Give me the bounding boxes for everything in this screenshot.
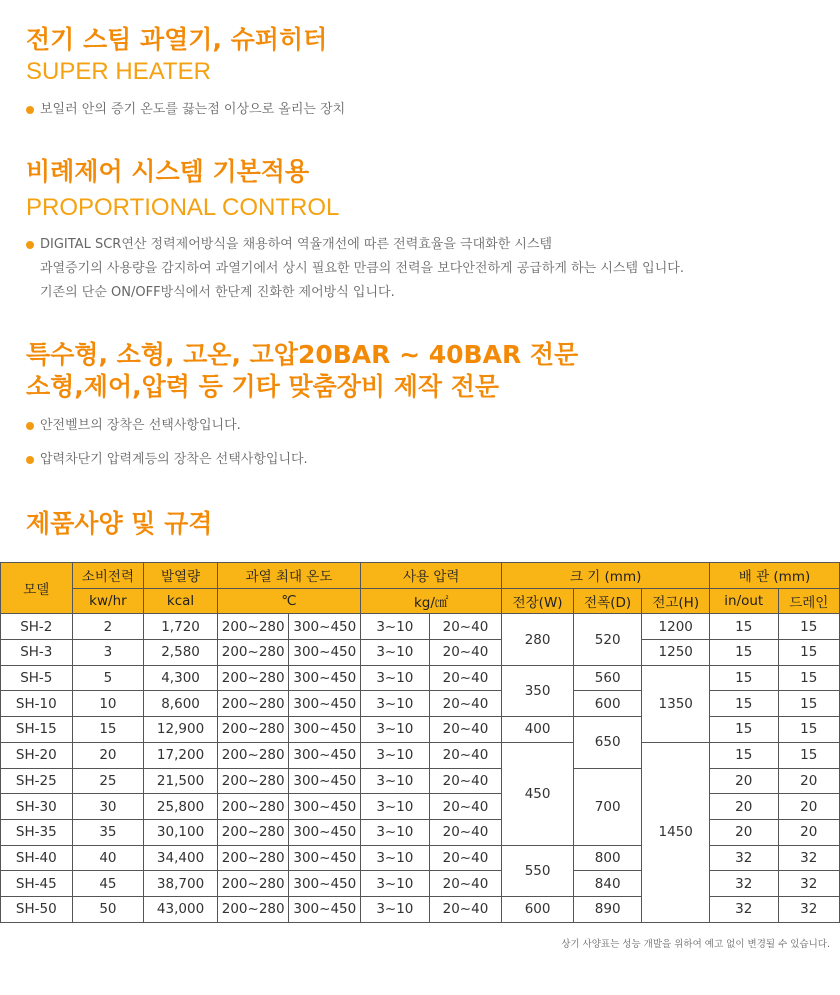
cell-temp-high: 300~450 (289, 794, 361, 820)
cell-inout: 15 (709, 742, 778, 768)
cell-pressure-high: 20~40 (429, 640, 502, 666)
cell-length: 450 (502, 742, 574, 845)
cell-heat: 21,500 (144, 768, 218, 794)
cell-width: 560 (573, 665, 642, 691)
header-inout: in/out (709, 588, 778, 614)
cell-pressure-low: 3~10 (361, 845, 430, 871)
cell-width: 650 (573, 717, 642, 768)
section-title-custom: 소형,제어,압력 등 기타 맞춤장비 제작 전문 (26, 372, 500, 401)
cell-inout: 32 (709, 871, 778, 897)
header-pressure: 사용 압력 (361, 563, 502, 589)
cell-temp-low: 200~280 (217, 794, 289, 820)
cell-drain: 15 (778, 665, 839, 691)
section-subtitle-superheater: SUPER HEATER (26, 58, 211, 85)
cell-temp-low: 200~280 (217, 871, 289, 897)
cell-width: 800 (573, 845, 642, 871)
cell-drain: 32 (778, 845, 839, 871)
cell-inout: 15 (709, 640, 778, 666)
cell-temp-high: 300~450 (289, 665, 361, 691)
cell-temp-high: 300~450 (289, 819, 361, 845)
cell-drain: 15 (778, 614, 839, 640)
cell-width: 600 (573, 691, 642, 717)
cell-temp-low: 200~280 (217, 665, 289, 691)
spec-table-body (1, 563, 840, 923)
bullet-dot-icon (26, 241, 34, 249)
header-width: 전폭(D) (573, 588, 642, 614)
cell-inout: 20 (709, 819, 778, 845)
bullet-dot-icon (26, 106, 34, 114)
cell-temp-high: 300~450 (289, 640, 361, 666)
cell-temp-low: 200~280 (217, 845, 289, 871)
cell-pressure-low: 3~10 (361, 742, 430, 768)
cell-inout: 15 (709, 717, 778, 743)
cell-pressure-high: 20~40 (429, 691, 502, 717)
cell-drain: 15 (778, 691, 839, 717)
cell-model: SH-2 (1, 614, 73, 640)
section-title-special: 특수형, 소형, 고온, 고압20BAR ~ 40BAR 전문 (26, 340, 579, 369)
bullet-list-proportional (26, 233, 684, 305)
cell-width: 890 (573, 896, 642, 922)
cell-temp-low: 200~280 (217, 742, 289, 768)
spec-table (0, 562, 840, 923)
cell-model: SH-45 (1, 871, 73, 897)
table-row (1, 819, 840, 845)
cell-length: 400 (502, 717, 574, 743)
section-subtitle-proportional: PROPORTIONAL CONTROL (26, 194, 340, 221)
cell-drain: 32 (778, 871, 839, 897)
cell-temp-high: 300~450 (289, 871, 361, 897)
cell-length: 350 (502, 665, 574, 716)
cell-power: 10 (72, 691, 144, 717)
cell-power: 50 (72, 896, 144, 922)
cell-pressure-high: 20~40 (429, 665, 502, 691)
cell-power: 20 (72, 742, 144, 768)
cell-model: SH-35 (1, 819, 73, 845)
cell-pressure-low: 3~10 (361, 768, 430, 794)
cell-inout: 20 (709, 768, 778, 794)
cell-temp-low: 200~280 (217, 717, 289, 743)
cell-heat: 38,700 (144, 871, 218, 897)
header-drain: 드레인 (778, 588, 839, 614)
header-power-unit: kw/hr (72, 588, 144, 614)
table-row (1, 768, 840, 794)
table-row (1, 871, 840, 897)
cell-height: 1250 (642, 640, 710, 666)
cell-inout: 32 (709, 896, 778, 922)
cell-model: SH-15 (1, 717, 73, 743)
cell-pressure-low: 3~10 (361, 871, 430, 897)
cell-inout: 32 (709, 845, 778, 871)
cell-model: SH-25 (1, 768, 73, 794)
header-model: 모델 (1, 563, 73, 614)
cell-heat: 2,580 (144, 640, 218, 666)
list-item: DIGITAL SCR연산 정력제어방식을 채용하여 역율개선에 따른 전력효율을 극대화한 시스템 (26, 233, 684, 257)
table-title: 제품사양 및 규격 (26, 509, 213, 538)
cell-inout: 20 (709, 794, 778, 820)
cell-model: SH-30 (1, 794, 73, 820)
cell-model: SH-5 (1, 665, 73, 691)
header-size: 크 기 (mm) (502, 563, 710, 589)
cell-pressure-high: 20~40 (429, 845, 502, 871)
cell-pressure-high: 20~40 (429, 717, 502, 743)
cell-temp-low: 200~280 (217, 819, 289, 845)
bullet-list-superheater (26, 98, 345, 122)
cell-pressure-low: 3~10 (361, 794, 430, 820)
cell-pressure-high: 20~40 (429, 819, 502, 845)
cell-width: 700 (573, 768, 642, 845)
table-row (1, 896, 840, 922)
bullet-dot-icon (26, 422, 34, 430)
cell-model: SH-50 (1, 896, 73, 922)
table-subheader-row (1, 588, 840, 614)
cell-temp-low: 200~280 (217, 691, 289, 717)
cell-length: 600 (502, 896, 574, 922)
header-pressure-unit: kg/㎠ (361, 588, 502, 614)
header-length: 전장(W) (502, 588, 574, 614)
table-row (1, 845, 840, 871)
bullet-dot-icon (26, 456, 34, 464)
cell-power: 3 (72, 640, 144, 666)
table-row (1, 640, 840, 666)
cell-power: 30 (72, 794, 144, 820)
cell-model: SH-10 (1, 691, 73, 717)
cell-temp-high: 300~450 (289, 614, 361, 640)
cell-width: 520 (573, 614, 642, 665)
cell-pressure-high: 20~40 (429, 896, 502, 922)
cell-heat: 8,600 (144, 691, 218, 717)
cell-power: 45 (72, 871, 144, 897)
cell-heat: 1,720 (144, 614, 218, 640)
cell-pressure-low: 3~10 (361, 691, 430, 717)
cell-power: 5 (72, 665, 144, 691)
cell-pressure-high: 20~40 (429, 871, 502, 897)
cell-model: SH-20 (1, 742, 73, 768)
header-temp: 과열 최대 온도 (217, 563, 360, 589)
cell-pressure-high: 20~40 (429, 794, 502, 820)
cell-heat: 30,100 (144, 819, 218, 845)
cell-temp-high: 300~450 (289, 717, 361, 743)
cell-model: SH-40 (1, 845, 73, 871)
cell-pressure-high: 20~40 (429, 768, 502, 794)
cell-length: 550 (502, 845, 574, 896)
cell-pressure-low: 3~10 (361, 896, 430, 922)
cell-heat: 25,800 (144, 794, 218, 820)
cell-temp-low: 200~280 (217, 640, 289, 666)
cell-power: 40 (72, 845, 144, 871)
cell-temp-high: 300~450 (289, 896, 361, 922)
cell-drain: 20 (778, 819, 839, 845)
cell-inout: 15 (709, 665, 778, 691)
cell-height: 1200 (642, 614, 710, 640)
cell-heat: 34,400 (144, 845, 218, 871)
cell-length: 280 (502, 614, 574, 665)
cell-pressure-high: 20~40 (429, 742, 502, 768)
header-pipe: 배 관 (mm) (709, 563, 839, 589)
cell-temp-high: 300~450 (289, 768, 361, 794)
cell-drain: 32 (778, 896, 839, 922)
list-item: 안전벨브의 장착은 선택사항입니다. (26, 414, 308, 438)
section-title-superheater: 전기 스팀 과열기, 슈퍼히터 (26, 25, 328, 54)
cell-heat: 43,000 (144, 896, 218, 922)
cell-power: 25 (72, 768, 144, 794)
list-item: 압력차단기 압력계등의 장착은 선택사항입니다. (26, 448, 308, 472)
list-item-continued: 과열증기의 사용량을 감지하여 과열기에서 상시 필요한 만큼의 전력을 보다안전하게 공급하게 하는 시스템 입니다. (40, 261, 684, 276)
list-item: 보일러 안의 증기 온도를 끓는점 이상으로 올리는 장치 (26, 98, 345, 122)
cell-pressure-low: 3~10 (361, 614, 430, 640)
list-item-continued: 기존의 단순 ON/OFF방식에서 한단계 진화한 제어방식 입니다. (40, 285, 395, 300)
cell-pressure-high: 20~40 (429, 614, 502, 640)
cell-height: 1450 (642, 742, 710, 922)
cell-drain: 20 (778, 794, 839, 820)
cell-temp-low: 200~280 (217, 614, 289, 640)
cell-pressure-low: 3~10 (361, 665, 430, 691)
cell-power: 15 (72, 717, 144, 743)
header-heat: 발열량 (144, 563, 218, 589)
cell-heat: 4,300 (144, 665, 218, 691)
header-height: 전고(H) (642, 588, 710, 614)
header-temp-unit: ℃ (217, 588, 360, 614)
cell-drain: 15 (778, 742, 839, 768)
cell-temp-high: 300~450 (289, 845, 361, 871)
table-row (1, 742, 840, 768)
cell-power: 35 (72, 819, 144, 845)
cell-heat: 17,200 (144, 742, 218, 768)
cell-height: 1350 (642, 665, 710, 742)
table-header-row (1, 563, 840, 589)
cell-pressure-low: 3~10 (361, 819, 430, 845)
cell-drain: 20 (778, 768, 839, 794)
cell-inout: 15 (709, 614, 778, 640)
cell-inout: 15 (709, 691, 778, 717)
cell-temp-high: 300~450 (289, 742, 361, 768)
table-row (1, 691, 840, 717)
cell-drain: 15 (778, 717, 839, 743)
cell-power: 2 (72, 614, 144, 640)
table-row (1, 614, 840, 640)
header-power: 소비전력 (72, 563, 144, 589)
header-heat-unit: kcal (144, 588, 218, 614)
bullet-list-options (26, 414, 308, 472)
cell-width: 840 (573, 871, 642, 897)
section-title-proportional: 비례제어 시스템 기본적용 (26, 157, 310, 186)
cell-temp-high: 300~450 (289, 691, 361, 717)
cell-pressure-low: 3~10 (361, 717, 430, 743)
cell-temp-low: 200~280 (217, 896, 289, 922)
table-row (1, 665, 840, 691)
cell-temp-low: 200~280 (217, 768, 289, 794)
cell-heat: 12,900 (144, 717, 218, 743)
table-row (1, 717, 840, 743)
cell-pressure-low: 3~10 (361, 640, 430, 666)
table-row (1, 794, 840, 820)
footnote: 상기 사양표는 성능 개발을 위하여 예고 없이 변경될 수 있습니다. (561, 939, 830, 950)
cell-model: SH-3 (1, 640, 73, 666)
cell-drain: 15 (778, 640, 839, 666)
